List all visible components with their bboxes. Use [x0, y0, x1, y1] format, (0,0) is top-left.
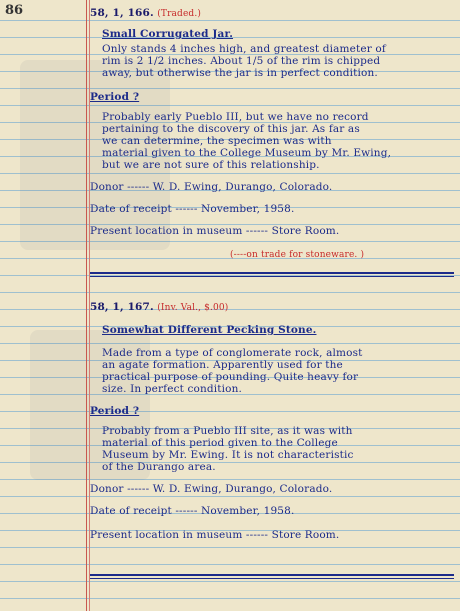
description-line: away, but otherwise the jar is in perfect condition. [102, 67, 378, 79]
period-heading: Period ? [90, 91, 140, 103]
period-line: but we are not sure of this relationship. [102, 159, 320, 171]
period-line: we can determine, the specimen was with [102, 135, 332, 147]
page-number: 86 [5, 3, 24, 18]
description-line: Only stands 4 inches high, and greatest diameter of [102, 43, 386, 55]
location-line: Present location in museum ------ Store Room. [90, 225, 340, 237]
entry-divider [90, 574, 454, 576]
entry-note: (Traded.) [157, 9, 202, 19]
donor-line: Donor ------ W. D. Ewing, Durango, Colorado. [90, 483, 333, 495]
description-line: Made from a type of conglomerate rock, almost [102, 347, 363, 359]
period-line: Probably early Pueblo III, but we have no record [102, 111, 369, 123]
entry-note: (Inv. Val., $.00) [157, 303, 229, 313]
entry-divider [90, 272, 454, 274]
period-line: pertaining to the discovery of this jar. As far as [102, 123, 360, 135]
receipt-date-line: Date of receipt ------ November, 1958. [90, 203, 295, 215]
entry-header [90, 6, 454, 21]
description-line: size. In perfect condition. [102, 383, 243, 395]
entry-header [90, 300, 454, 315]
receipt-date-line: Date of receipt ------ November, 1958. [90, 505, 295, 517]
entry-divider [90, 276, 454, 277]
period-line: Museum by Mr. Ewing. It is not characteristic [102, 449, 354, 461]
entry-title: Somewhat Different Pecking Stone. [102, 324, 317, 336]
catalog-number: 58, 1, 166. [90, 7, 154, 19]
location-line: Present location in museum ------ Store Room. [90, 529, 340, 541]
period-line: material of this period given to the College [102, 437, 338, 449]
description-line: an agate formation. Apparently used for the [102, 359, 343, 371]
period-line: material given to the College Museum by Mr. Ewing, [102, 147, 392, 159]
donor-line: Donor ------ W. D. Ewing, Durango, Colorado. [90, 181, 333, 193]
trade-footnote: (----on trade for stoneware. ) [230, 250, 365, 260]
catalog-entry [90, 290, 454, 580]
period-line: of the Durango area. [102, 461, 216, 473]
entry-title: Small Corrugated Jar. [102, 28, 234, 40]
period-heading: Period ? [90, 405, 140, 417]
entry-divider [90, 578, 454, 579]
period-line: Probably from a Pueblo III site, as it was with [102, 425, 353, 437]
catalog-number: 58, 1, 167. [90, 301, 154, 313]
catalog-entry [90, 0, 454, 280]
description-line: practical purpose of pounding. Quite heavy for [102, 371, 359, 383]
description-line: rim is 2 1/2 inches. About 1/5 of the rim is chipped [102, 55, 381, 67]
margin-rule [86, 0, 87, 611]
